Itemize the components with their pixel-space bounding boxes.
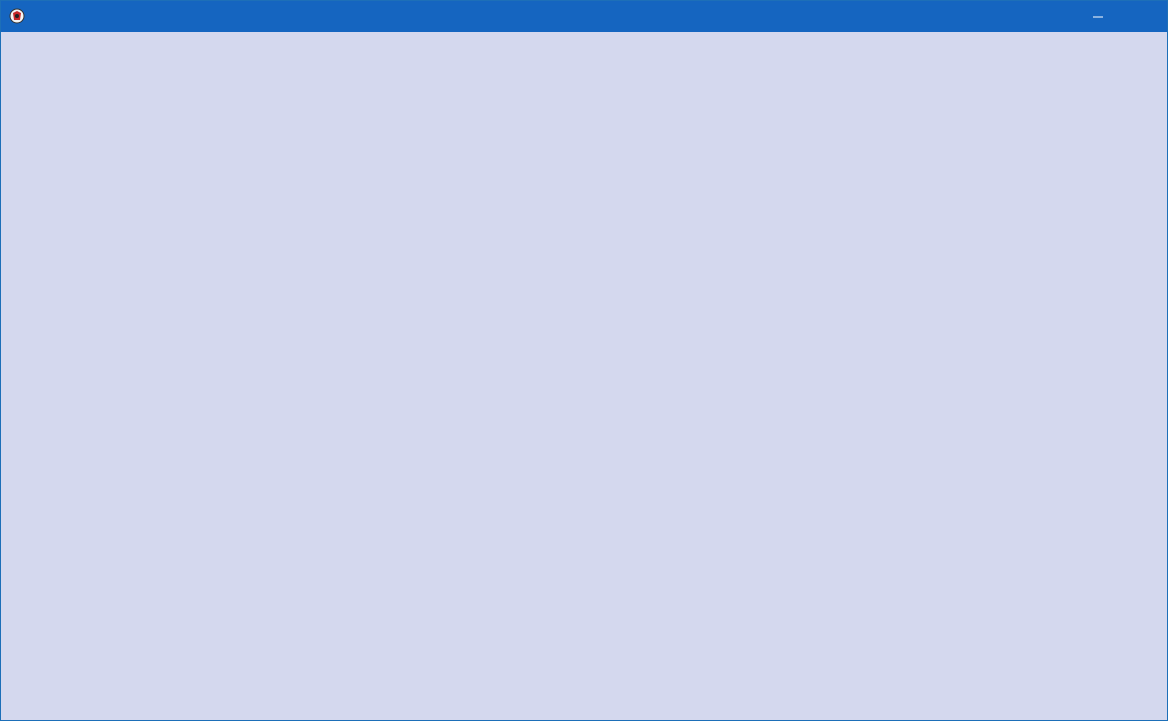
minimize-icon [1092, 11, 1104, 23]
app-logo-icon [9, 8, 25, 24]
maximize-button[interactable] [1121, 1, 1167, 32]
title-bar [1, 1, 1167, 32]
minimize-button[interactable] [1075, 1, 1121, 32]
